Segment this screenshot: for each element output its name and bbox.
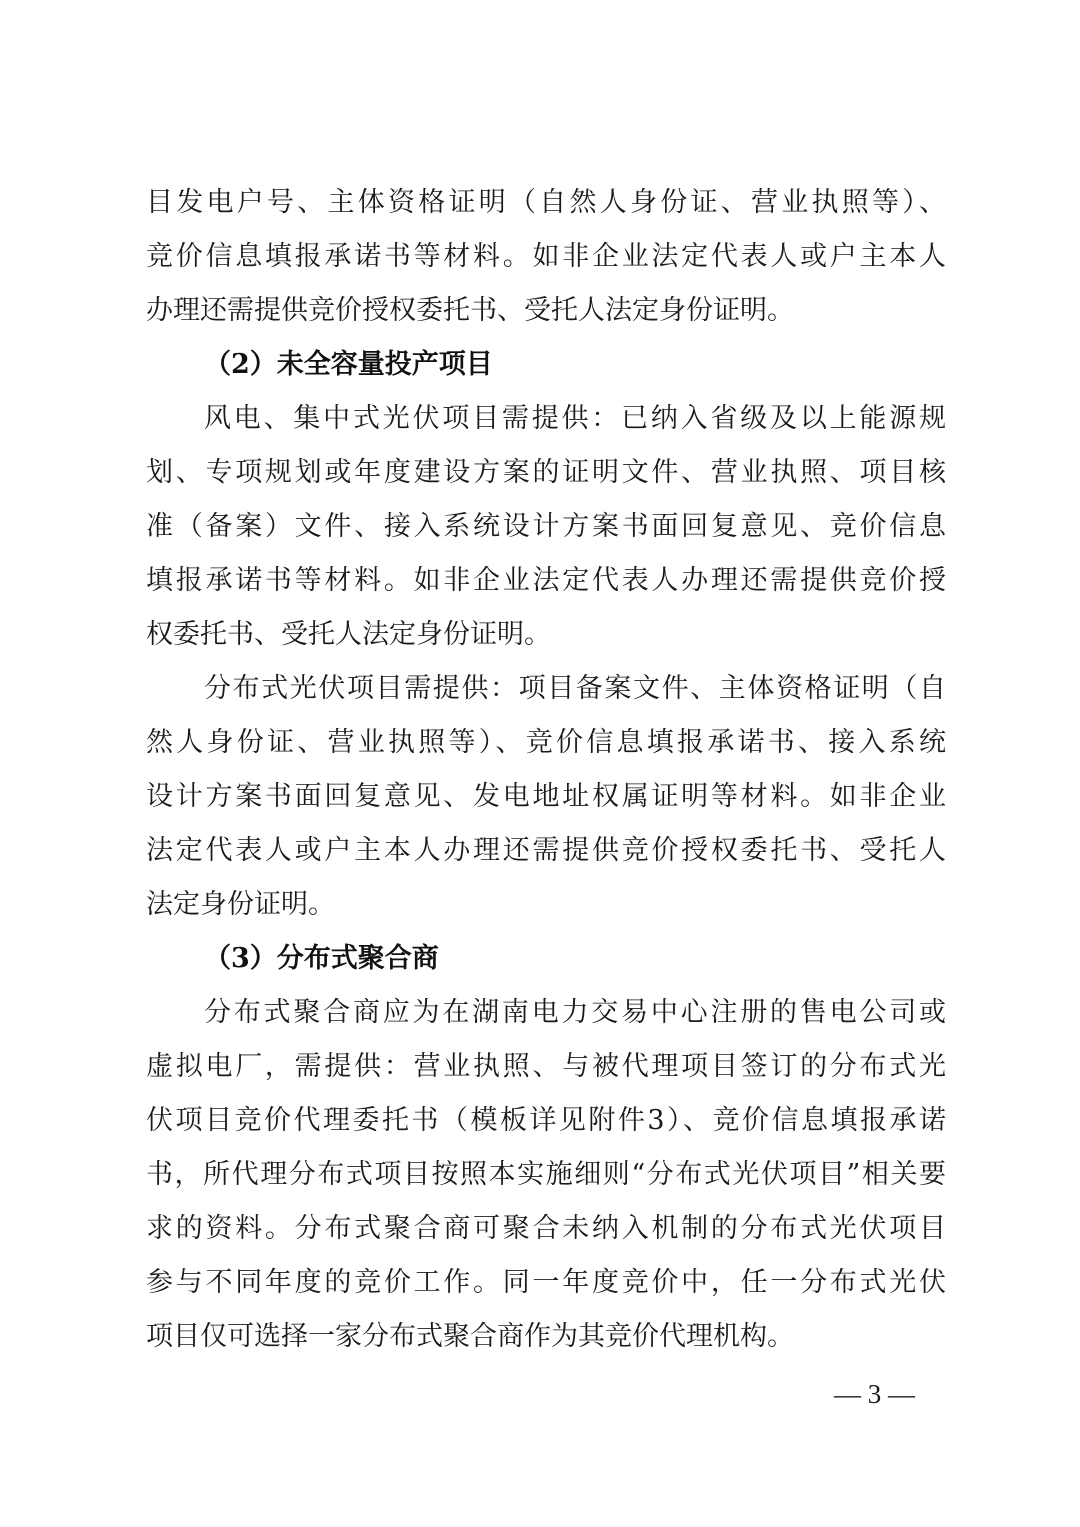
paragraph-4-line-4: 书，所代理分布式项目按照本实施细则“分布式光伏项目”相关要 [146,1159,946,1190]
paragraph-4-line-3: 伏项目竞价代理委托书（模板详见附件3）、竞价信息填报承诺 [146,1105,946,1136]
section-heading-3: （3）分布式聚合商 [204,943,439,974]
paragraph-1-line-1: 目发电户号、主体资格证明（自然人身份证、营业执照等）、 [146,187,946,218]
paragraph-4-line-6: 参与不同年度的竞价工作。同一年度竞价中，任一分布式光伏 [146,1267,946,1298]
paragraph-2-line-5: 权委托书、受托人法定身份证明。 [146,619,551,650]
paragraph-1-line-3: 办理还需提供竞价授权委托书、受托人法定身份证明。 [146,295,794,326]
paragraph-4-line-7: 项目仅可选择一家分布式聚合商作为其竞价代理机构。 [146,1321,794,1352]
paragraph-2-line-2: 划、专项规划或年度建设方案的证明文件、营业执照、项目核 [146,457,946,488]
paragraph-3-line-2: 然人身份证、营业执照等）、竞价信息填报承诺书、接入系统 [146,727,946,758]
paragraph-2-line-1: 风电、集中式光伏项目需提供：已纳入省级及以上能源规 [204,403,946,434]
paragraph-3-line-3: 设计方案书面回复意见、发电地址权属证明等材料。如非企业 [146,781,946,812]
paragraph-1-line-2: 竞价信息填报承诺书等材料。如非企业法定代表人或户主本人 [146,241,946,272]
paragraph-2-line-3: 准（备案）文件、接入系统设计方案书面回复意见、竞价信息 [146,511,946,542]
section-heading-2: （2）未全容量投产项目 [204,349,493,380]
page-number: — 3 — [834,1379,915,1409]
paragraph-2-line-4: 填报承诺书等材料。如非企业法定代表人办理还需提供竞价授 [146,565,946,596]
paragraph-3-line-4: 法定代表人或户主本人办理还需提供竞价授权委托书、受托人 [146,835,946,866]
paragraph-3-line-5: 法定身份证明。 [146,889,335,920]
paragraph-4-line-2: 虚拟电厂，需提供：营业执照、与被代理项目签订的分布式光 [146,1051,946,1082]
paragraph-4-line-1: 分布式聚合商应为在湖南电力交易中心注册的售电公司或 [204,997,946,1028]
paragraph-4-line-5: 求的资料。分布式聚合商可聚合未纳入机制的分布式光伏项目 [146,1213,946,1244]
paragraph-3-line-1: 分布式光伏项目需提供：项目备案文件、主体资格证明（自 [204,673,946,704]
